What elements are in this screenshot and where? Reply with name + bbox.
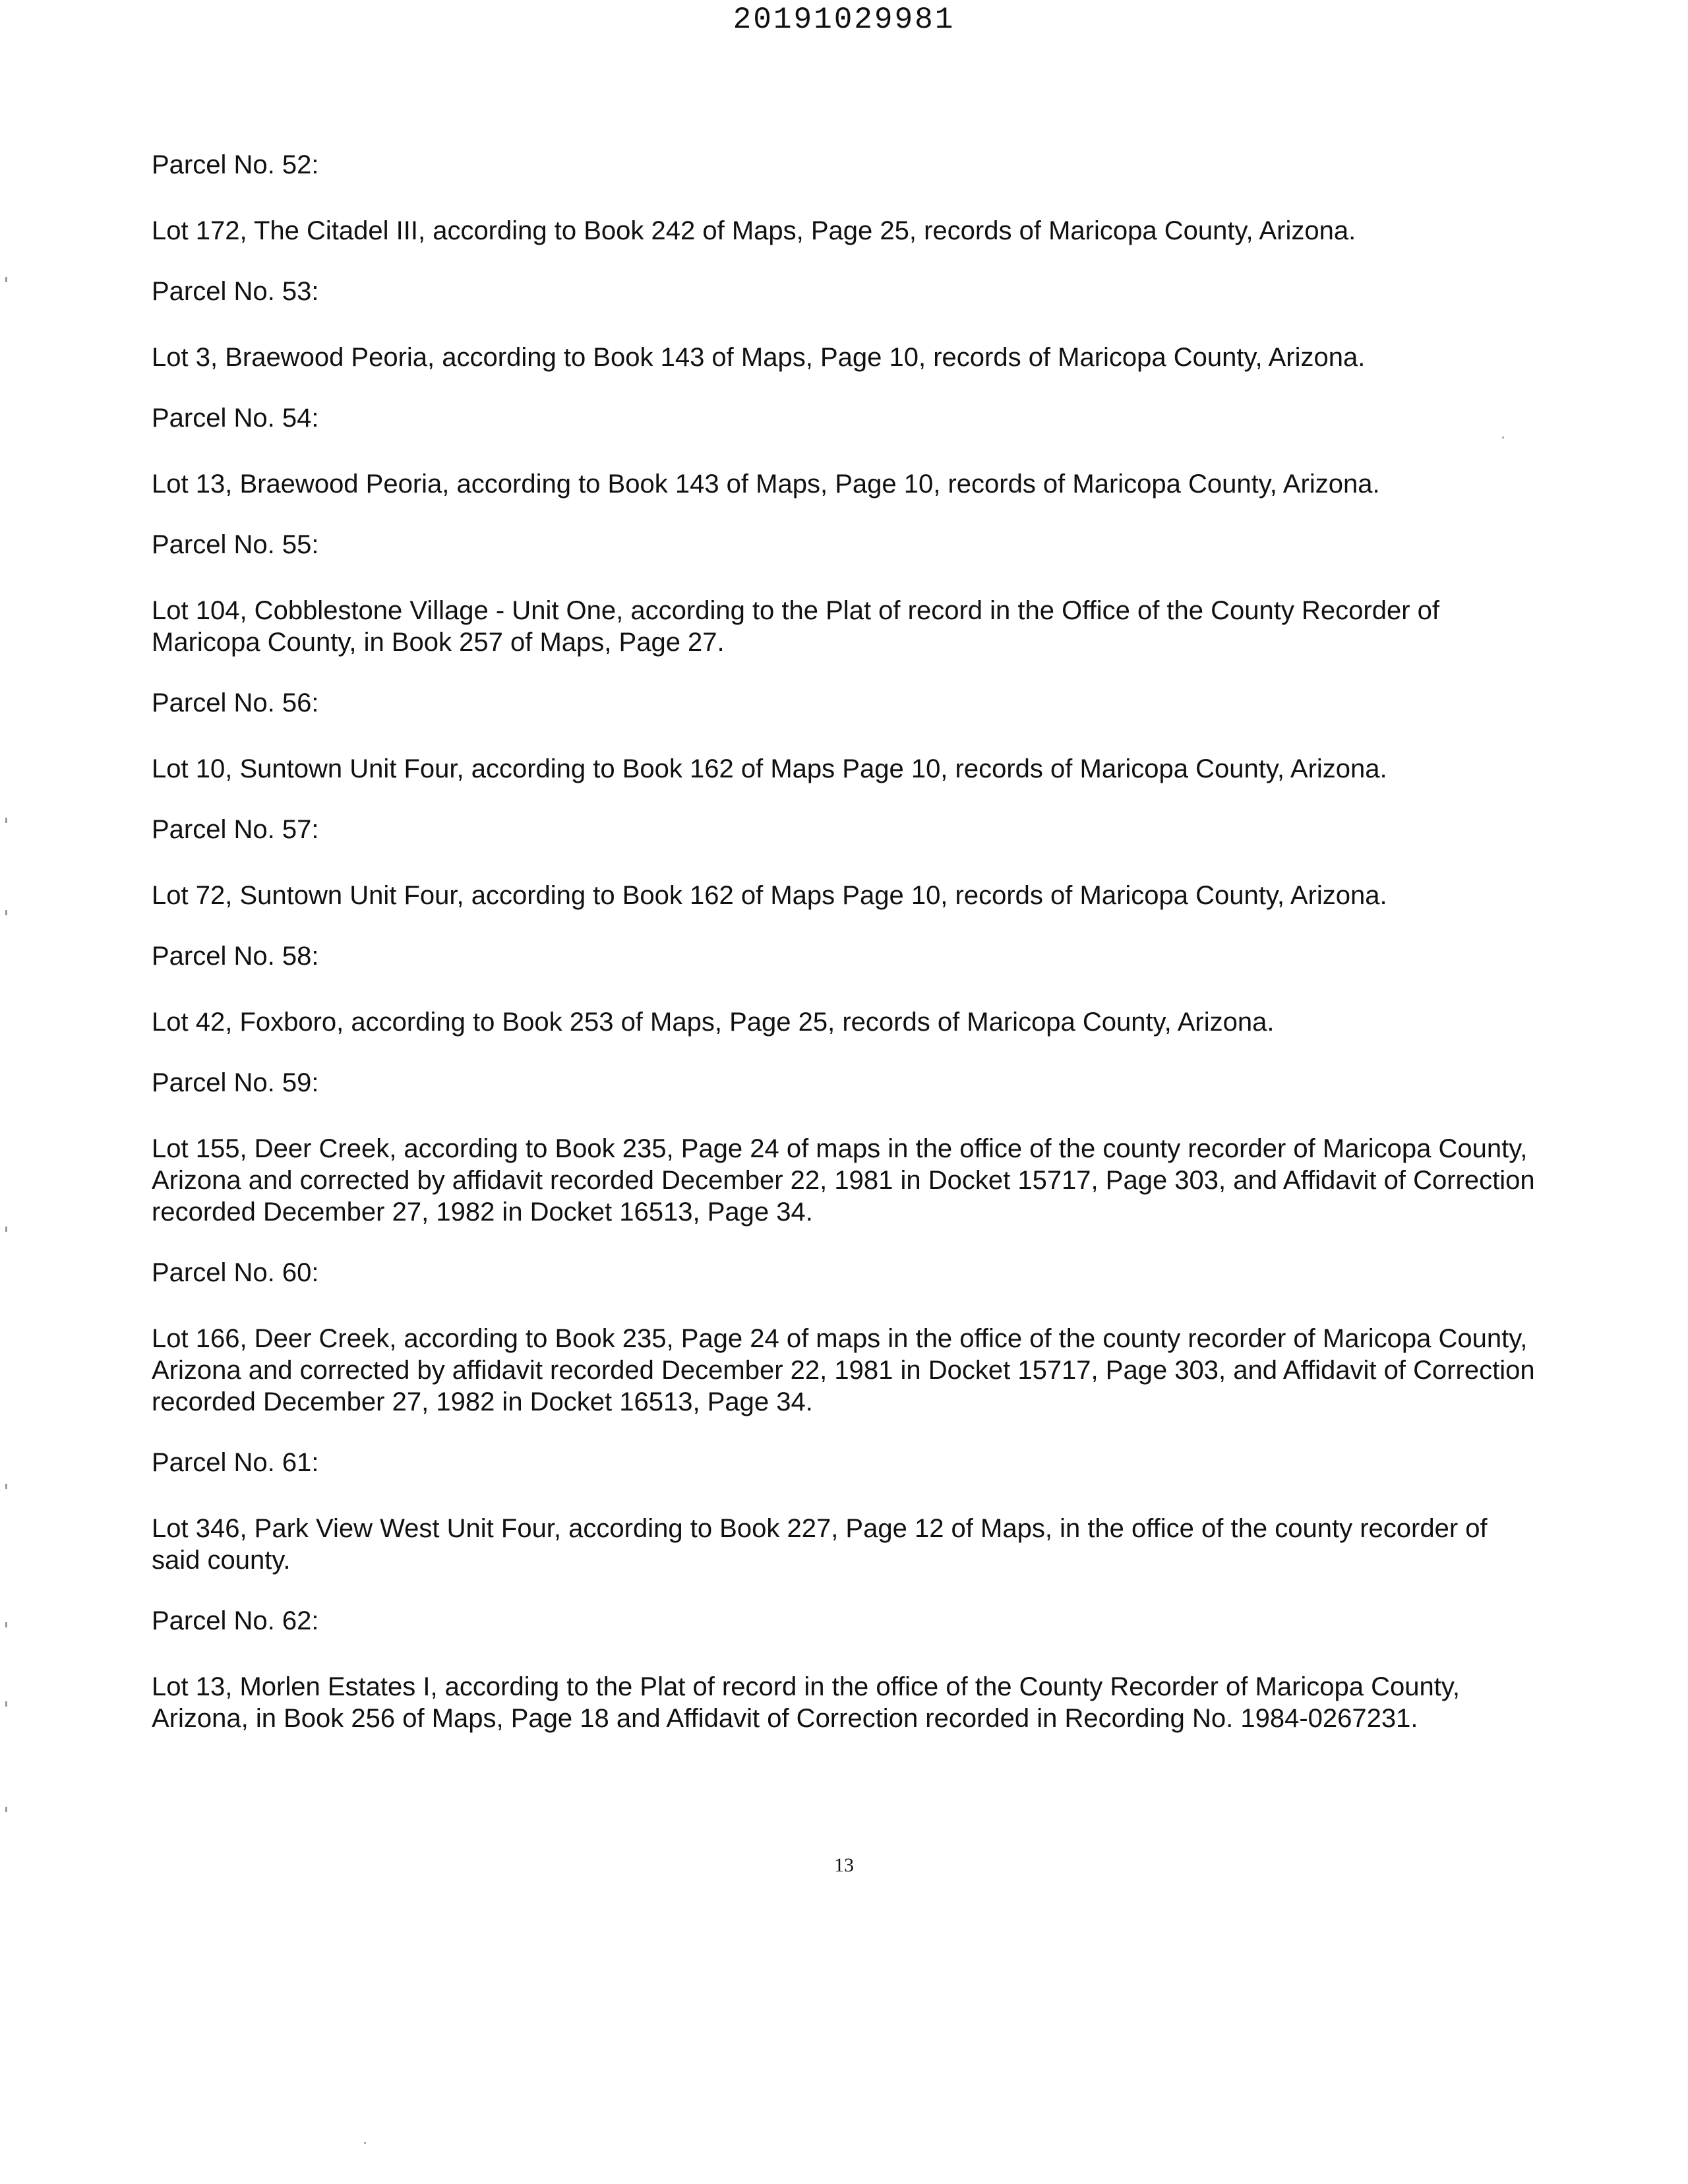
parcel-description: Lot 13, Braewood Peoria, according to Book 143 of Maps, Page 10, records of Maricopa County, Arizona.: [152, 470, 1380, 499]
scan-dust-dot: [364, 2142, 366, 2144]
parcel-60: [152, 1257, 1543, 1418]
scan-margin-mark: [5, 1807, 7, 1812]
parcel-label: Parcel No. 59:: [152, 1068, 319, 1097]
parcel-label: Parcel No. 60:: [152, 1258, 319, 1287]
parcel-52: [152, 149, 1543, 247]
parcel-description: Lot 13, Morlen Estates I, according to the Plat of record in the office of the County Recorder of Maricopa County, Arizona, in Book 256 of Maps, Page 18 and Affidavit of Correction recorded in Recording No. 1984-0267231.: [152, 1672, 1461, 1733]
scan-margin-mark: [5, 1622, 7, 1627]
parcel-label: Parcel No. 58:: [152, 942, 319, 971]
parcel-57: [152, 814, 1543, 911]
scan-margin-mark: [5, 818, 7, 823]
parcel-label: Parcel No. 54:: [152, 404, 319, 433]
parcel-54: [152, 402, 1543, 500]
parcel-description: Lot 10, Suntown Unit Four, according to Book 162 of Maps Page 10, records of Maricopa County, Arizona.: [152, 754, 1387, 783]
parcel-62: [152, 1605, 1543, 1734]
scan-dust-dot: [1502, 437, 1504, 439]
parcel-description: Lot 42, Foxboro, according to Book 253 of Maps, Page 25, records of Maricopa County, Arizona.: [152, 1008, 1275, 1037]
parcel-description: Lot 346, Park View West Unit Four, according to Book 227, Page 12 of Maps, in the office of the county recorder of said county.: [152, 1514, 1488, 1575]
parcel-59: [152, 1067, 1543, 1228]
scan-margin-mark: [5, 1484, 7, 1489]
parcel-description: Lot 72, Suntown Unit Four, according to Book 162 of Maps Page 10, records of Maricopa County, Arizona.: [152, 881, 1387, 910]
parcel-55: [152, 529, 1543, 658]
parcel-label: Parcel No. 52:: [152, 150, 319, 179]
parcel-53: [152, 276, 1543, 373]
parcel-label: Parcel No. 53:: [152, 277, 319, 306]
parcel-label: Parcel No. 55:: [152, 530, 319, 559]
parcel-description: Lot 3, Braewood Peoria, according to Book 143 of Maps, Page 10, records of Maricopa County, Arizona.: [152, 343, 1366, 372]
parcel-description: Lot 166, Deer Creek, according to Book 235, Page 24 of maps in the office of the county recorder of Maricopa County, Arizona and corrected by affidavit recorded December 22, 1981 in Docket 15717, Page 303, and Affidavit of Correction recorded December 27, 1982 in Docket 16513, Page 34.: [152, 1324, 1535, 1416]
parcel-61: [152, 1447, 1543, 1576]
parcel-58: [152, 940, 1543, 1038]
scan-margin-mark: [5, 277, 7, 282]
scan-margin-mark: [5, 910, 7, 915]
recording-number: 20191029981: [733, 3, 955, 37]
page-number: 13: [834, 1854, 854, 1876]
parcel-label: Parcel No. 62:: [152, 1606, 319, 1635]
parcel-label: Parcel No. 61:: [152, 1448, 319, 1477]
scan-margin-mark: [5, 1227, 7, 1232]
scan-margin-mark: [5, 1701, 7, 1707]
parcel-description: Lot 155, Deer Creek, according to Book 235, Page 24 of maps in the office of the county recorder of Maricopa County, Arizona and corrected by affidavit recorded December 22, 1981 in Docket 15717, Page 303, and Affidavit of Correction recorded December 27, 1982 in Docket 16513, Page 34.: [152, 1134, 1535, 1227]
parcel-label: Parcel No. 57:: [152, 815, 319, 844]
parcel-56: [152, 687, 1543, 785]
parcel-description: Lot 104, Cobblestone Village - Unit One, according to the Plat of record in the Office of the County Recorder of Maricopa County, in Book 257 of Maps, Page 27.: [152, 596, 1439, 657]
parcel-label: Parcel No. 56:: [152, 688, 319, 717]
parcel-description: Lot 172, The Citadel III, according to Book 242 of Maps, Page 25, records of Maricopa County, Arizona.: [152, 216, 1356, 245]
parcel-list: [152, 149, 1543, 1763]
